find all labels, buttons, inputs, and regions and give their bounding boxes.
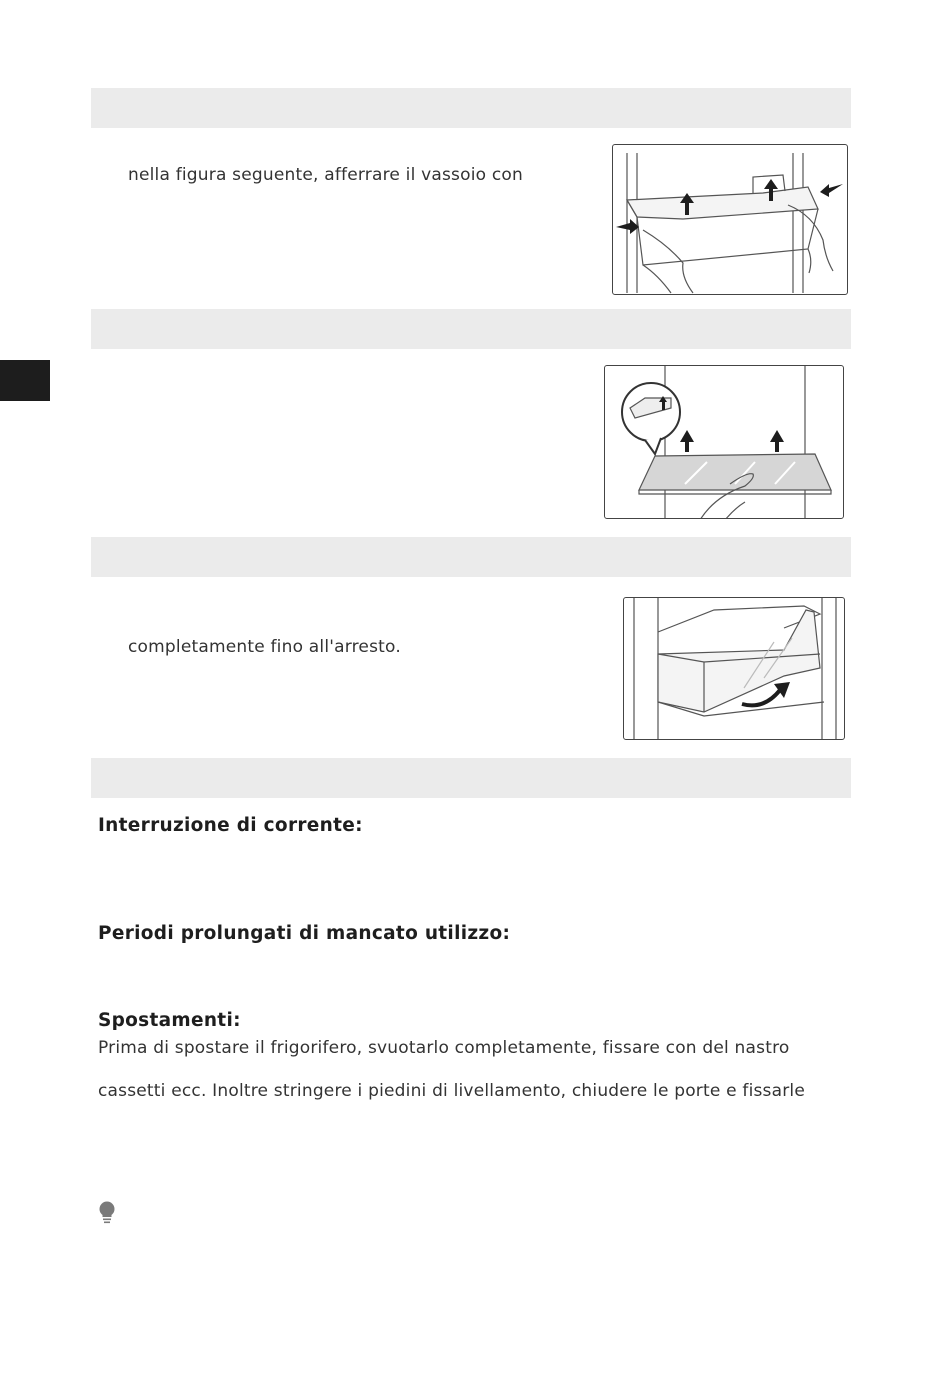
- moving-heading: Spostamenti:: [98, 1010, 241, 1031]
- lightbulb-icon: [98, 1201, 116, 1225]
- power-outage-heading: Interruzione di corrente:: [98, 815, 363, 836]
- drawer-illustration: [623, 597, 845, 740]
- section-header-band-1: [91, 88, 851, 128]
- shelf-illustration: [604, 365, 844, 519]
- door-tray-illustration: [612, 144, 848, 295]
- section-header-band-3: [91, 537, 851, 577]
- section-header-band-2: [91, 309, 851, 349]
- moving-text-line-1: Prima di spostare il frigorifero, svuotarlo completamente, fissare con del nastro: [98, 1038, 790, 1058]
- language-side-tab: [0, 360, 50, 401]
- moving-text-line-2: cassetti ecc. Inoltre stringere i piedini di livellamento, chiudere le porte e fissarle: [98, 1081, 805, 1101]
- long-absence-heading: Periodi prolungati di mancato utilizzo:: [98, 923, 511, 944]
- section-header-band-4: [91, 758, 851, 798]
- door-tray-text: nella figura seguente, afferrare il vassoio con: [128, 165, 523, 185]
- drawer-text: completamente fino all'arresto.: [128, 637, 401, 657]
